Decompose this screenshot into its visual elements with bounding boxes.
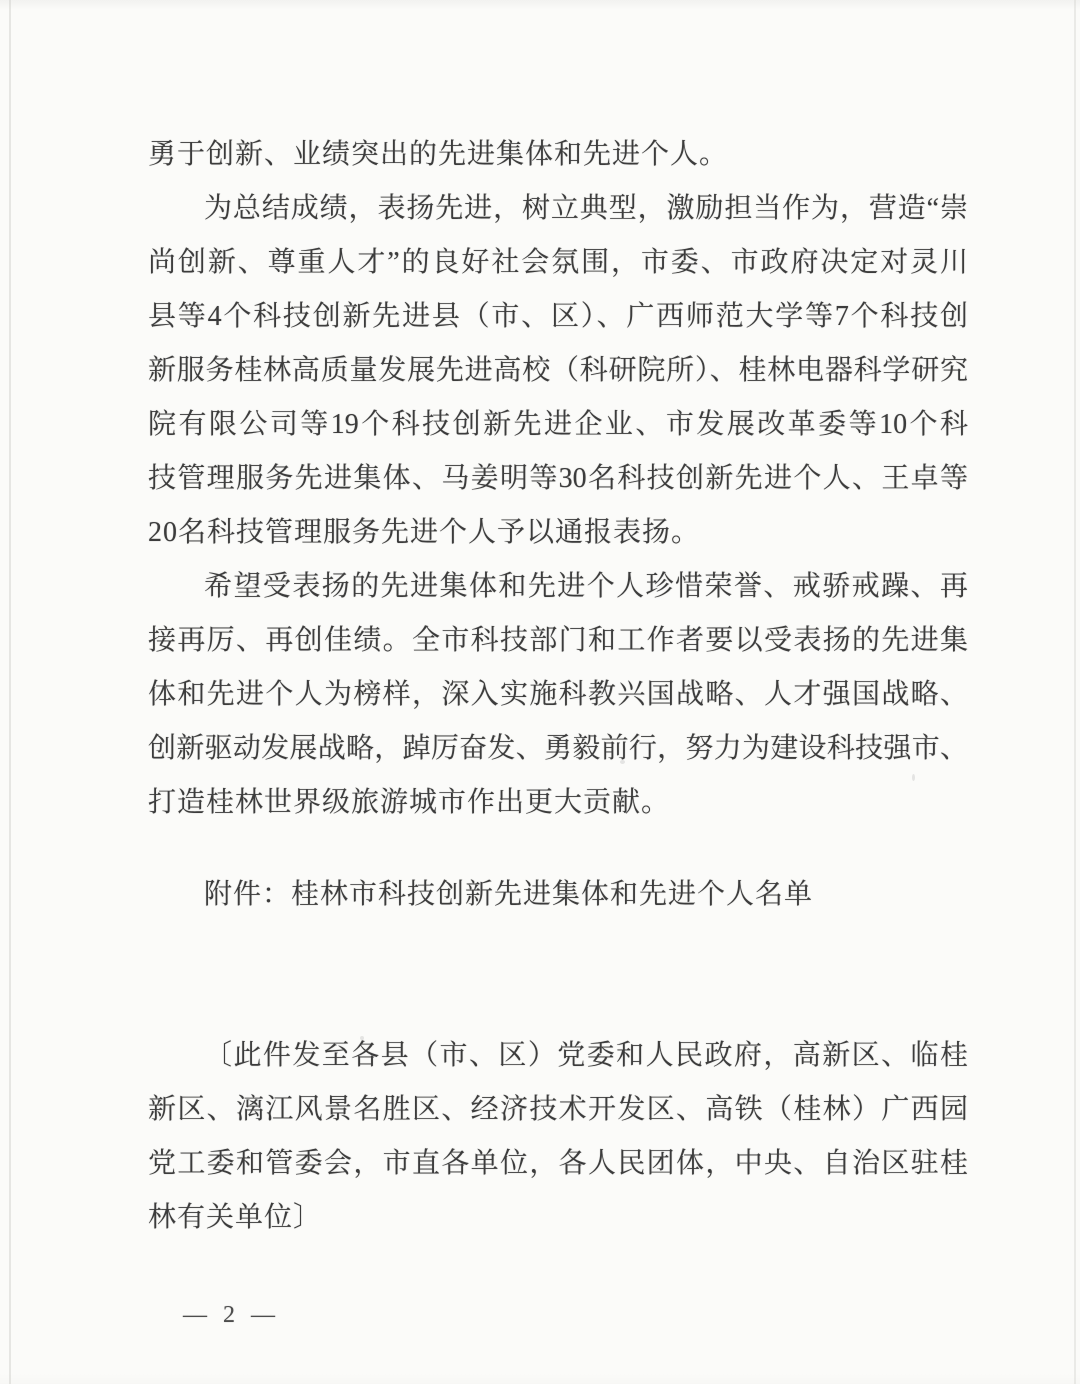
distribution-note-line: 新区、漓江风景名胜区、经济技术开发区、高铁（桂林）广西园 xyxy=(148,1094,968,1125)
body-line: 新服务桂林高质量发展先进高校（科研院所）、桂林电器科学研究 xyxy=(148,355,968,386)
body-line: 尚创新、尊重人才”的良好社会氛围，市委、市政府决定对灵川 xyxy=(148,247,968,278)
body-line: 体和先进个人为榜样，深入实施科教兴国战略、人才强国战略、 xyxy=(148,679,968,710)
scan-edge-left-artifact xyxy=(9,0,11,1384)
body-line: 接再厉、再创佳绩。全市科技部门和工作者要以受表扬的先进集 xyxy=(148,625,968,656)
body-line: 技管理服务先进集体、马姜明等30名科技创新先进个人、王卓等 xyxy=(148,463,968,494)
body-line: 创新驱动发展战略，踔厉奋发、勇毅前行，努力为建设科技强市、 xyxy=(148,733,968,764)
body-line: 勇于创新、业绩突出的先进集体和先进个人。 xyxy=(148,139,729,170)
distribution-note-line: 党工委和管委会，市直各单位，各人民团体，中央、自治区驻桂 xyxy=(148,1148,968,1179)
body-line: 院有限公司等19个科技创新先进企业、市发展改革委等10个科 xyxy=(148,409,968,440)
distribution-note-line: 林有关单位〕 xyxy=(148,1202,323,1233)
body-line: 为总结成绩，表扬先进，树立典型，激励担当作为，营造“崇 xyxy=(204,193,968,224)
body-line: 20名科技管理服务先进个人予以通报表扬。 xyxy=(148,517,701,548)
scan-edge-right-artifact xyxy=(1074,0,1076,1384)
body-line: 希望受表扬的先进集体和先进个人珍惜荣誉、戒骄戒躁、再 xyxy=(204,571,968,602)
body-line: 县等4个科技创新先进县（市、区）、广西师范大学等7个科技创 xyxy=(148,301,968,332)
body-line: 打造桂林世界级旅游城市作出更大贡献。 xyxy=(148,787,671,818)
document-body xyxy=(148,128,968,1245)
distribution-note-line: 〔此件发至各县（市、区）党委和人民政府，高新区、临桂 xyxy=(204,1040,968,1071)
attachment-line: 附件：桂林市科技创新先进集体和先进个人名单 xyxy=(204,879,814,910)
page-number: — 2 — xyxy=(183,1302,280,1328)
